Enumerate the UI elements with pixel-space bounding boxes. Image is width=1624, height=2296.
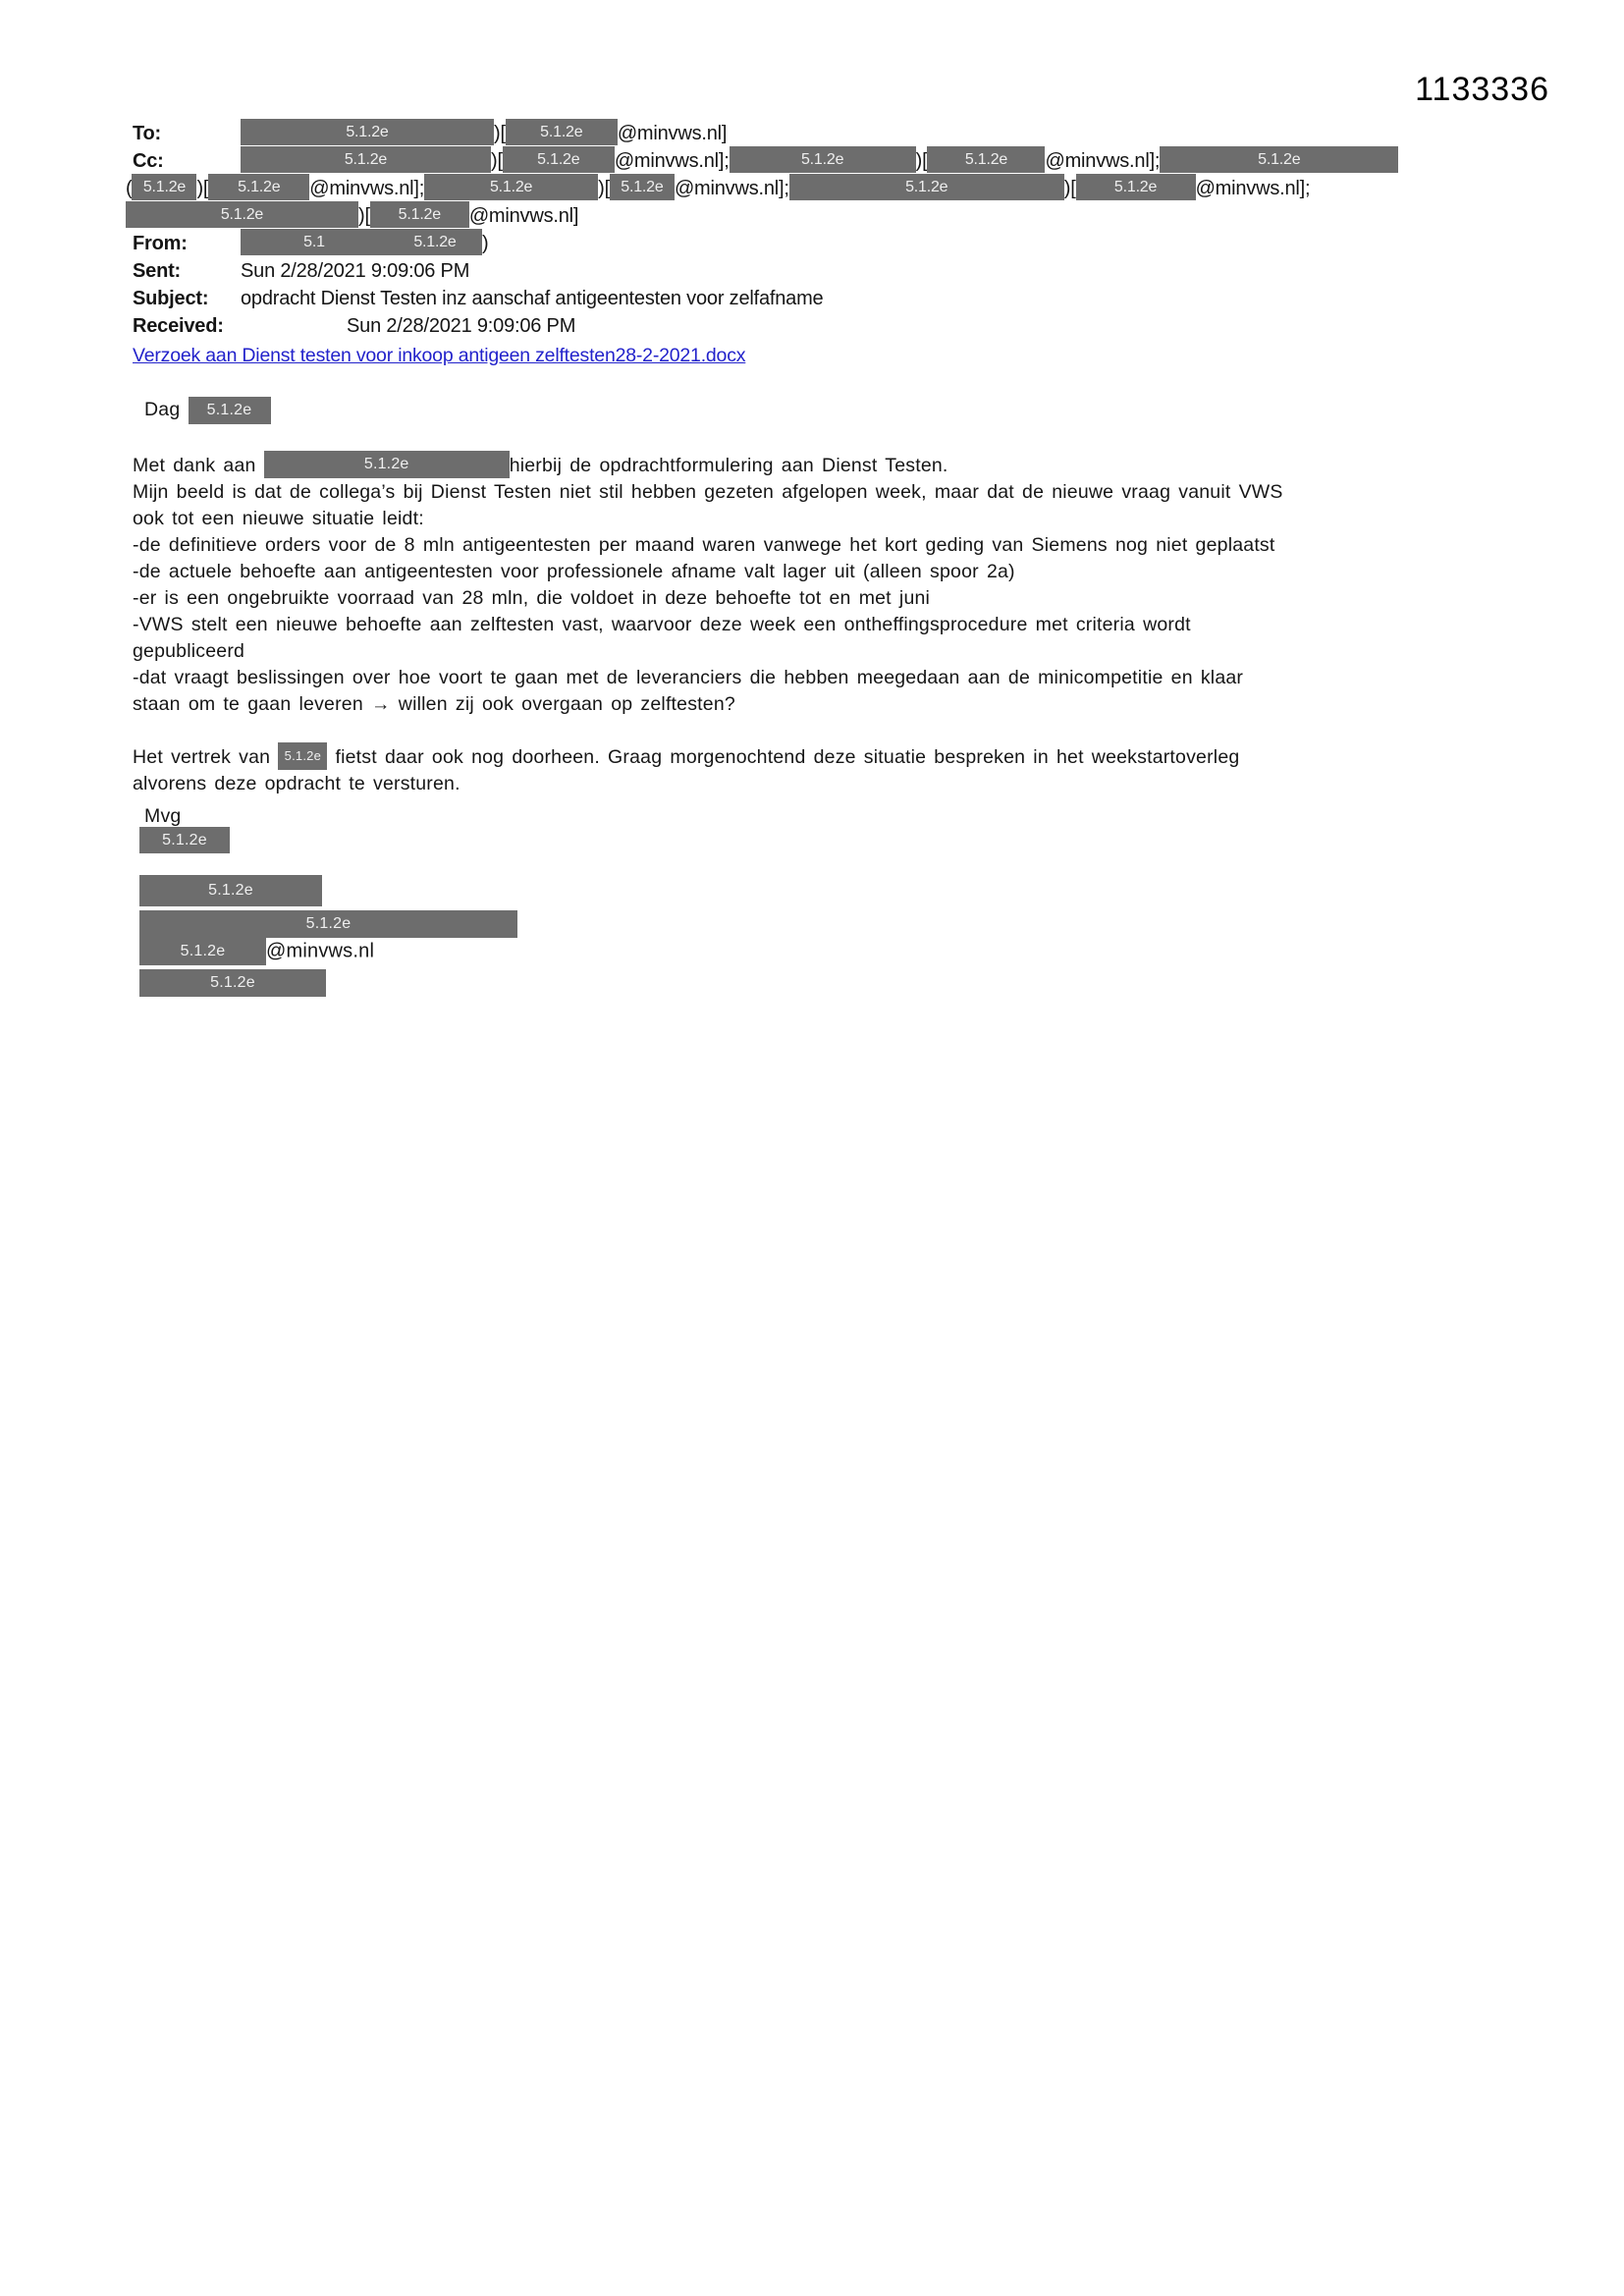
text-run: ook tot een nieuwe situatie leidt: bbox=[133, 508, 424, 529]
header-row-to bbox=[133, 120, 1507, 147]
body-line bbox=[133, 506, 1507, 532]
body-line bbox=[133, 744, 1507, 771]
signature-row bbox=[139, 938, 1507, 965]
received-label: Received: bbox=[133, 315, 224, 337]
text-run: Dag bbox=[144, 399, 189, 420]
signature-redaction-chip: 5.1.2e bbox=[139, 938, 266, 965]
signature-email-domain: @minvws.nl bbox=[266, 940, 375, 962]
header-row-cc-wrap-1 bbox=[126, 175, 1507, 202]
text-run: gepubliceerd bbox=[133, 640, 245, 662]
text-run: @minvws.nl]; bbox=[674, 178, 789, 199]
document-number: 1133336 bbox=[1415, 71, 1549, 108]
text-run: -de actuele behoefte aan antigeentesten voor professionele afname valt lager uit (alleen spoor 2a) bbox=[133, 561, 1015, 582]
received-value: Sun 2/28/2021 9:09:06 PM bbox=[347, 315, 576, 337]
signature-row bbox=[139, 827, 1507, 853]
email-body bbox=[133, 393, 1507, 997]
redaction-chip: 5.1.2e bbox=[370, 201, 469, 228]
body-line bbox=[133, 479, 1507, 506]
blank-line bbox=[133, 718, 1507, 744]
text-run: @minvws.nl]; bbox=[1195, 178, 1311, 199]
redaction-chip: 5.1.2e bbox=[264, 451, 510, 478]
redaction-chip: 5.1.2e bbox=[278, 742, 327, 770]
cc-value-continued bbox=[126, 178, 1310, 199]
signature-row bbox=[139, 969, 1507, 997]
body-line bbox=[133, 665, 1507, 691]
redaction-chip: 5.1.2e bbox=[241, 146, 491, 173]
text-run: )[ bbox=[598, 178, 610, 199]
body-line bbox=[133, 532, 1507, 559]
redaction-chip: 5.1.2e bbox=[927, 146, 1045, 173]
greeting-line bbox=[133, 393, 1507, 426]
signature-redaction-chip: 5.1.2e bbox=[139, 875, 322, 906]
text-run: fietst daar ook nog doorheen. Graag morgenochtend deze situatie bespreken in het weekstartoverleg bbox=[327, 746, 1240, 769]
cc-value-continued bbox=[126, 205, 578, 227]
subject-label: Subject: bbox=[133, 288, 209, 309]
redaction-chip: 5.1.2e bbox=[503, 146, 615, 173]
text-run: @minvws.nl]; bbox=[1045, 150, 1161, 172]
to-value bbox=[241, 123, 727, 144]
text-run: -dat vraagt beslissingen over hoe voort te gaan met de leveranciers die hebben meegedaan aan de minicompetitie en klaar bbox=[133, 667, 1244, 688]
sent-value: Sun 2/28/2021 9:09:06 PM bbox=[241, 260, 470, 282]
text-run: hierbij de opdrachtformulering aan Dienst Testen. bbox=[509, 455, 948, 477]
text-run: Mijn beeld is dat de collega’s bij Dienst Testen niet stil hebben gezeten afgelopen week, maar dat de nieuwe vraag vanuit VWS bbox=[133, 481, 1283, 503]
signature-redaction-chip: 5.1.2e bbox=[139, 969, 326, 997]
text-run: ) bbox=[482, 233, 489, 254]
text-run: )[ bbox=[196, 178, 209, 199]
body-line bbox=[133, 691, 1507, 718]
redaction-chip: 5.1.2e bbox=[189, 397, 271, 424]
paragraph-2 bbox=[133, 744, 1507, 797]
text-run: Het vertrek van bbox=[133, 746, 279, 769]
body-line bbox=[133, 638, 1507, 665]
closing-line: Mvg bbox=[144, 805, 182, 827]
signature-row bbox=[139, 875, 1507, 906]
header-row-sent bbox=[133, 257, 1507, 285]
signature-row bbox=[139, 910, 1507, 938]
text-run: -er is een ongebruikte voorraad van 28 mln, die voldoet in deze behoefte tot en met juni bbox=[133, 587, 931, 609]
header-row-subject bbox=[133, 285, 1507, 312]
text-run: -de definitieve orders voor de 8 mln antigeentesten per maand waren vanwege het kort geding van Siemens nog niet geplaatst bbox=[133, 534, 1275, 556]
text-run: @minvws.nl]; bbox=[309, 178, 425, 199]
redaction-chip: 5.1.2e bbox=[208, 174, 309, 200]
redaction-chip: 5.1.2e bbox=[1160, 146, 1398, 173]
header-row-from bbox=[133, 230, 1507, 257]
blank-line bbox=[133, 426, 1507, 453]
body-line bbox=[133, 559, 1507, 585]
cc-label: Cc: bbox=[133, 150, 164, 172]
paragraph-1 bbox=[133, 453, 1507, 718]
text-run: )[ bbox=[494, 123, 506, 144]
signature-redaction-chip: 5.1.2e bbox=[139, 827, 230, 853]
email-content bbox=[126, 120, 1507, 997]
redaction-chip: 5.1.2e bbox=[388, 229, 482, 255]
redaction-chip: 5.1.2e bbox=[241, 119, 494, 145]
redaction-chip: 5.1.2e bbox=[506, 119, 618, 145]
cc-value bbox=[241, 150, 1398, 172]
body-line bbox=[133, 771, 1507, 797]
body-line bbox=[133, 612, 1507, 638]
redaction-chip: 5.1.2e bbox=[424, 174, 598, 200]
redaction-chip: 5.1.2e bbox=[126, 201, 358, 228]
attachment-row bbox=[133, 342, 1507, 369]
header-row-received bbox=[133, 312, 1507, 340]
sent-label: Sent: bbox=[133, 260, 182, 282]
redaction-chip: 5.1.2e bbox=[789, 174, 1064, 200]
redaction-chip: 5.1.2e bbox=[132, 174, 196, 200]
redaction-chip: 5.1 bbox=[241, 229, 388, 255]
attachment-link[interactable]: Verzoek aan Dienst testen voor inkoop antigeen zelftesten28-2-2021.docx bbox=[133, 345, 746, 366]
text-run: @minvws.nl] bbox=[468, 205, 579, 227]
text-run: )[ bbox=[915, 150, 928, 172]
signature-block bbox=[139, 827, 1507, 997]
header-row-cc-wrap-2 bbox=[126, 202, 1507, 230]
from-value bbox=[241, 233, 488, 254]
text-run: ( bbox=[126, 178, 133, 199]
text-run: )[ bbox=[358, 205, 370, 227]
to-label: To: bbox=[133, 123, 162, 144]
text-run: )[ bbox=[491, 150, 503, 172]
redaction-chip: 5.1.2e bbox=[730, 146, 916, 173]
text-run: Met dank aan bbox=[133, 455, 264, 477]
body-line bbox=[133, 585, 1507, 612]
from-label: From: bbox=[133, 233, 188, 254]
redaction-chip: 5.1.2e bbox=[1076, 174, 1196, 200]
subject-value: opdracht Dienst Testen inz aanschaf antigeentesten voor zelfafname bbox=[241, 288, 824, 309]
email-header bbox=[126, 120, 1507, 369]
signature-redaction-chip: 5.1.2e bbox=[139, 910, 517, 938]
redaction-chip: 5.1.2e bbox=[610, 174, 675, 200]
body-line bbox=[133, 453, 1507, 479]
text-run: alvorens deze opdracht te versturen. bbox=[133, 773, 460, 794]
text-run: -VWS stelt een nieuwe behoefte aan zelftesten vast, waarvoor deze week een ontheffingsprocedure met criteria wordt bbox=[133, 614, 1191, 635]
header-row-cc bbox=[133, 147, 1507, 175]
text-run: )[ bbox=[1063, 178, 1076, 199]
text-run: @minvws.nl]; bbox=[614, 150, 730, 172]
text-run: staan om te gaan leveren → willen zij ook overgaan op zelftesten? bbox=[133, 693, 735, 715]
text-run: @minvws.nl] bbox=[617, 123, 728, 144]
